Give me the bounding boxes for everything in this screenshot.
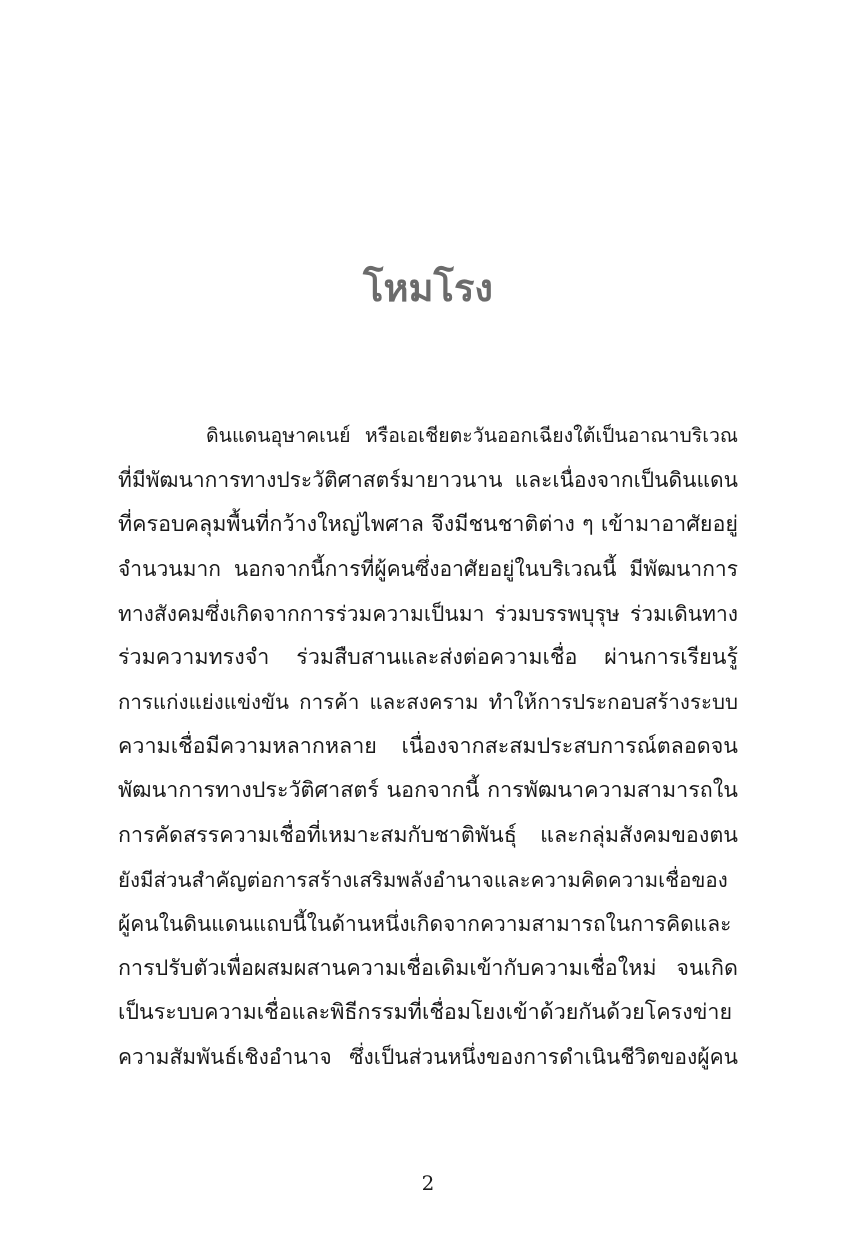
paragraph-line: การคัดสรรความเชื่อที่เหมาะสมกับชาติพันธุ์ และกลุ่มสังคมของตน	[118, 822, 738, 848]
paragraph-line: ผู้คนในดินแดนแถบนี้ในด้านหนึ่งเกิดจากความสามารถในการคิดและ	[118, 912, 732, 937]
paragraph-line: ความเชื่อมีความหลากหลาย เนื่องจากสะสมประสบการณ์ตลอดจน	[118, 733, 738, 759]
chapter-title: โหมโรง	[363, 265, 493, 310]
paragraph-line: ร่วมความทรงจำ ร่วมสืบสานและส่งต่อความเชื่อ ผ่านการเรียนรู้	[118, 644, 738, 670]
paragraph-line: การแก่งแย่งแข่งขัน การค้า และสงคราม ทำให้การประกอบสร้างระบบ	[118, 690, 738, 715]
paragraph-line: จำนวนมาก นอกจากนี้การที่ผู้คนซึ่งอาศัยอยู่ในบริเวณนี้ มีพัฒนาการ	[118, 557, 738, 582]
paragraph-line: ยังมีส่วนสำคัญต่อการสร้างเสริมพลังอำนาจและความคิดความเชื่อของ	[118, 867, 728, 892]
paragraph-line: ความสัมพันธ์เชิงอำนาจ ซึ่งเป็นส่วนหนึ่งของการดำเนินชีวิตของผู้คน	[118, 1045, 738, 1070]
paragraph-line: เป็นระบบความเชื่อและพิธีกรรมที่เชื่อมโยงเข้าด้วยกันด้วยโครงข่าย	[118, 1000, 733, 1026]
paragraph-line: ที่มีพัฒนาการทางประวัติศาสตร์มายาวนาน และเนื่องจากเป็นดินแดน	[118, 468, 738, 493]
body-paragraph	[118, 414, 738, 1080]
paragraph-line: การปรับตัวเพื่อผสมผสานความเชื่อเดิมเข้ากับความเชื่อใหม่ จนเกิด	[118, 955, 738, 981]
paragraph-line: ดินแดนอุษาคเนย์ หรือเอเชียตะวันออกเฉียงใต้เป็นอาณาบริเวณ	[206, 424, 738, 447]
paragraph-line: ที่ครอบคลุมพื้นที่กว้างใหญ่ไพศาล จึงมีชนชาติต่าง ๆ เข้ามาอาศัยอยู่	[118, 511, 738, 537]
page-number: 2	[421, 1171, 435, 1195]
paragraph-line: พัฒนาการทางประวัติศาสตร์ นอกจากนี้ การพัฒนาความสามารถใน	[118, 778, 738, 804]
paragraph-line: ทางสังคมซึ่งเกิดจากการร่วมความเป็นมา ร่วมบรรพบุรุษ ร่วมเดินทาง	[118, 601, 738, 626]
